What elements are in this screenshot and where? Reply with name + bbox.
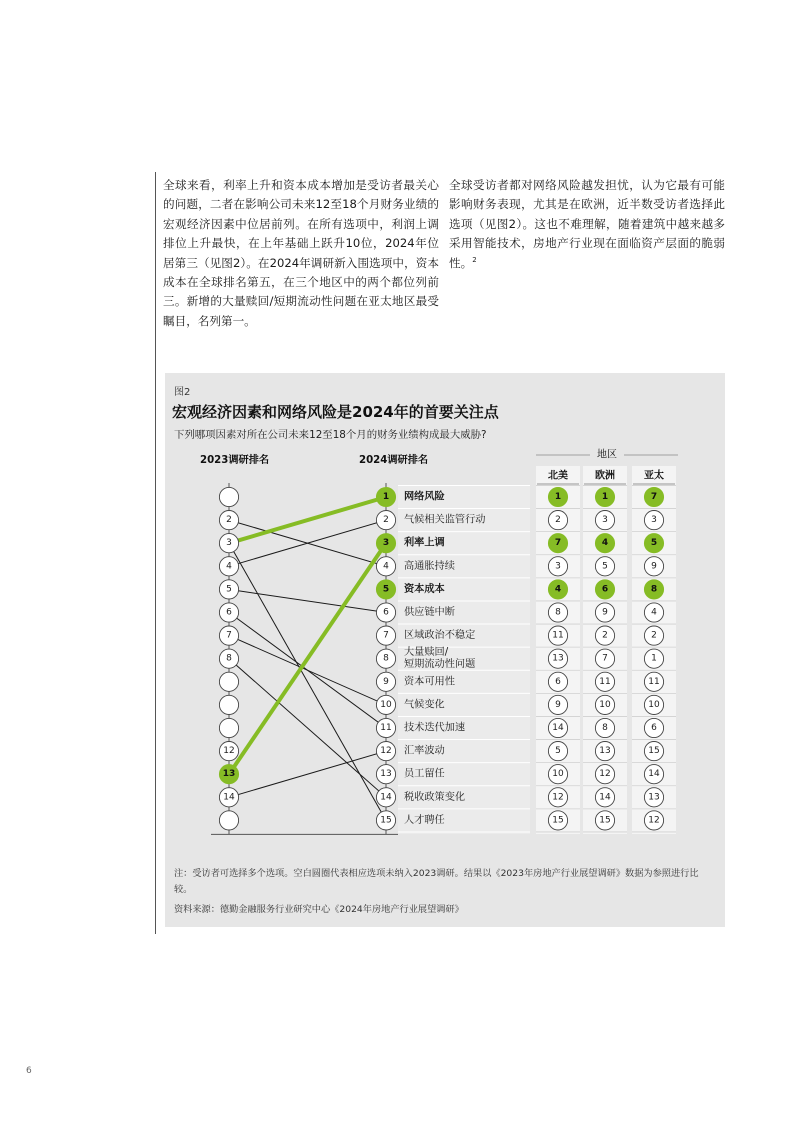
rank-2024-number: 10	[380, 699, 392, 710]
item-label: 供应链中断	[404, 607, 455, 618]
rank-2024-number: 9	[383, 676, 389, 687]
region-rank-number: 6	[601, 584, 609, 595]
item-label: 税收政策变化	[404, 791, 466, 803]
region-rank-number: 1	[651, 653, 657, 664]
region-rank-number: 4	[554, 584, 562, 595]
rank-2023-number: 3	[226, 538, 232, 549]
rank-2023-number: 8	[226, 653, 232, 664]
region-rank-number: 4	[651, 607, 657, 618]
region-rank-number: 8	[650, 584, 658, 595]
region-rank-number: 15	[552, 815, 564, 826]
figure-note: 注：受访者可选择多个选项。空白圆圈代表相应选项未纳入2023调研。结果以《2023年房地产行业展望调研》数据为参照进行比较。	[174, 868, 699, 895]
rank-2023-number: 14	[223, 792, 235, 803]
slope-line	[229, 659, 386, 798]
rank-2024-number: 14	[380, 792, 392, 803]
region-rank-number: 1	[601, 492, 609, 502]
page-number: 6	[26, 1066, 32, 1076]
figure-label: 图2	[174, 387, 191, 398]
region-rank-number: 2	[602, 630, 608, 641]
footnote-ref: 2	[472, 255, 477, 264]
slope-line	[229, 543, 386, 820]
region-rank-number: 8	[602, 723, 608, 733]
region-rank-number: 6	[555, 676, 561, 687]
region-rank-number: 12	[648, 815, 660, 826]
header-2024-rank: 2024调研排名	[359, 455, 429, 466]
region-rank-number: 9	[555, 699, 561, 710]
region-rank-number: 4	[601, 538, 609, 549]
region-rank-number: 9	[602, 607, 608, 618]
region-rank-number: 11	[648, 676, 660, 687]
region-rank-number: 14	[599, 792, 611, 803]
item-label: 资本可用性	[404, 676, 455, 688]
region-name: 北美	[548, 470, 568, 482]
region-rank-number: 2	[651, 630, 657, 641]
region-header: 地区	[597, 449, 617, 461]
rank-2023-number: 5	[226, 584, 232, 595]
header-2023-rank: 2023调研排名	[200, 455, 270, 466]
highlight-slope-line	[229, 497, 386, 543]
rank-2024-number: 15	[380, 815, 392, 826]
item-label: 利率上调	[404, 537, 445, 549]
region-rank-number: 11	[552, 630, 564, 641]
region-rank-number: 14	[552, 723, 564, 733]
region-rank-number: 13	[648, 792, 660, 803]
rank-2023-number: 12	[223, 746, 235, 757]
region-rank-number: 14	[648, 769, 660, 780]
highlight-slope-line	[229, 543, 386, 774]
region-rank-number: 3	[651, 515, 657, 526]
region-rank-number: 7	[650, 492, 658, 502]
rank-2024-number: 5	[382, 584, 390, 595]
rank-2024-number: 6	[383, 607, 389, 618]
rank-2023-marker	[219, 487, 238, 506]
item-label: 区域政治不稳定	[404, 630, 476, 642]
region-name: 亚太	[644, 470, 664, 482]
item-label: 员工留任	[404, 768, 445, 780]
slope-line	[229, 589, 386, 612]
item-label: 气候相关监管行动	[404, 514, 486, 526]
rank-2024-number: 11	[380, 723, 392, 733]
item-label: 短期流动性问题	[404, 659, 476, 671]
item-label: 资本成本	[404, 583, 445, 595]
item-label: 气候变化	[404, 699, 445, 711]
rank-2024-number: 8	[383, 653, 389, 664]
figure-source: 资料来源：德勤金融服务行业研究中心《2024年房地产行业展望调研》	[174, 904, 464, 915]
rank-2024-number: 3	[382, 538, 390, 549]
rank-2023-number: 13	[222, 769, 236, 780]
region-rank-number: 15	[599, 815, 611, 826]
rank-2024-number: 13	[380, 769, 392, 780]
slope-line	[229, 751, 386, 797]
item-label: 汇率波动	[404, 745, 445, 757]
region-rank-number: 5	[650, 538, 658, 549]
rank-2024-number: 1	[382, 492, 390, 502]
region-rank-number: 13	[552, 653, 564, 664]
figure-subtitle: 下列哪项因素对所在公司未来12至18个月的财务业绩构成最大威胁?	[174, 429, 487, 441]
region-rank-number: 5	[602, 561, 608, 572]
region-rank-number: 8	[555, 607, 561, 618]
region-rank-number: 1	[554, 492, 562, 502]
region-rank-number: 7	[554, 538, 562, 549]
region-rank-number: 9	[651, 561, 657, 572]
rank-2024-number: 4	[383, 561, 389, 572]
rank-2023-marker	[219, 672, 238, 691]
rank-2023-number: 4	[226, 561, 232, 572]
item-label: 人才聘任	[404, 814, 445, 826]
body-text-right-content: 全球受访者都对网络风险越发担忧，认为它最有可能影响财务表现，尤其是在欧洲，近半数受访者选择此选项（见图2）。这也不难理解，随着建筑中越来越多采用智能技术，房地产行业现在面临资产层面的脆弱性。	[449, 178, 725, 270]
item-label: 网络风险	[404, 491, 445, 503]
rank-2024-number: 12	[380, 746, 392, 757]
region-rank-number: 10	[552, 769, 564, 780]
region-rank-number: 12	[552, 792, 564, 803]
region-rank-number: 3	[555, 561, 561, 572]
rank-2024-number: 7	[383, 630, 389, 641]
rank-2023-number: 7	[226, 630, 232, 641]
region-rank-number: 5	[555, 746, 561, 757]
region-rank-number: 12	[599, 769, 611, 780]
rank-2023-marker	[219, 811, 238, 830]
rank-2023-marker	[219, 695, 238, 714]
slope-line	[229, 613, 386, 729]
rank-2023-marker	[219, 718, 238, 737]
figure-title: 宏观经济因素和网络风险是2024年的首要关注点	[172, 403, 499, 421]
region-rank-number: 10	[648, 699, 660, 710]
rank-2023-number: 6	[226, 607, 232, 618]
region-rank-number: 3	[602, 515, 608, 526]
region-rank-number: 13	[599, 746, 611, 757]
rank-2024-number: 2	[383, 515, 389, 526]
rank-2023-number: 2	[226, 515, 232, 526]
region-rank-number: 7	[602, 653, 608, 664]
item-label: 技术迭代加速	[404, 722, 466, 734]
region-name: 欧洲	[595, 470, 615, 482]
item-label: 高通胀持续	[404, 560, 455, 572]
region-rank-number: 10	[599, 699, 611, 710]
region-rank-number: 6	[651, 723, 657, 733]
region-rank-number: 2	[555, 515, 561, 526]
region-rank-number: 11	[599, 676, 611, 687]
region-rank-number: 15	[648, 746, 660, 757]
item-label: 大量赎回/	[404, 647, 449, 659]
body-text-left: 全球来看，利率上升和资本成本增加是受访者最关心的问题，二者在影响公司未来12至18个月财务业绩的宏观经济因素中位居前列。在所有选项中，利润上调排位上升最快，在上年基础上跃升10位，2024年位居第三（见图2）。在2024年调研新入围选项中，资本成本在全球排名第五，在三个地区中的两个都位列前三。新增的大量赎回/短期流动性问题在亚太地区最受瞩目，名列第一。	[163, 178, 439, 328]
